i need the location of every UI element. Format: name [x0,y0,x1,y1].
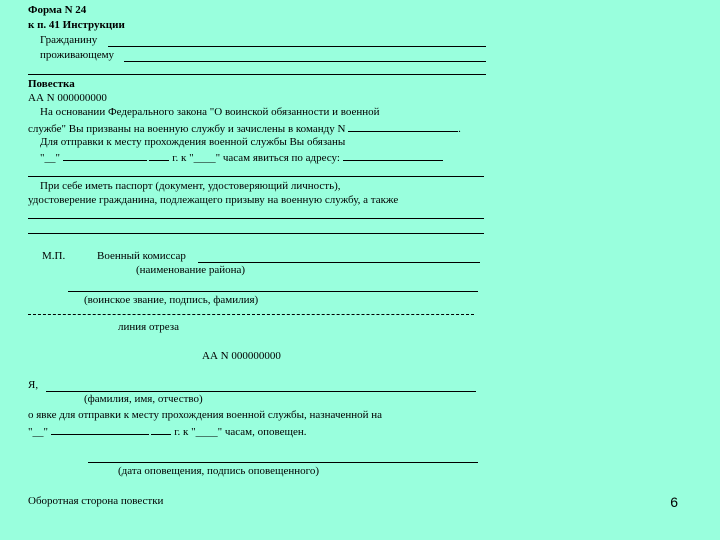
citizen-label: Гражданину [40,34,98,46]
residing-label: проживающему [40,49,115,61]
receipt-month-line [51,424,149,435]
receipt-text-line-2 [28,424,307,439]
commissar-label: Военный комиссар [97,250,186,262]
cut-line [28,314,474,315]
receipt-signature-line [88,462,478,463]
notice-text-line-4 [40,150,443,165]
team-sentence: службе" Вы призваны на военную службу и зачислены в команду N [28,123,346,135]
address-continuation-line [28,176,484,177]
receipt-text-line-1: о явке для отправки к месту прохождения военной службы, назначенной на [28,409,383,421]
notice-text-line-3: Для отправки к месту прохождения военной службы Вы обязаны [40,136,346,148]
items-line-2 [28,233,484,234]
form-title: Форма N 24 [28,4,87,16]
notice-text-line-1: На основании Федерального закона "О воинской обязанности и военной [40,106,380,118]
address-blank-line [343,150,443,161]
notice-text-line-5: При себе иметь паспорт (документ, удостоверяющий личность), [40,180,341,192]
month-line [63,150,147,161]
address-line-2 [28,74,486,75]
year-line [149,150,169,161]
day-blank: "__" [40,152,60,164]
rank-line [68,291,478,292]
items-line-1 [28,218,484,219]
receipt-i-label: Я, [28,379,39,391]
receipt-name-caption: (фамилия, имя, отчество) [84,393,203,405]
notice-text-line-2 [28,121,461,136]
back-side-label: Оборотная сторона повестки [28,495,164,507]
team-period: . [458,123,461,135]
notice-number: АА N 000000000 [28,92,107,104]
cut-line-label: линия отреза [118,321,179,333]
receipt-year-line [151,424,171,435]
instruction-ref: к п. 41 Инструкции [28,19,125,31]
stamp-label: М.П. [42,250,66,262]
receipt-day-blank: "__" [28,426,48,438]
receipt-number: АА N 000000000 [202,350,281,362]
receipt-notified-text: г. к "____" часам, оповещен. [174,426,307,438]
team-number-line [348,121,458,132]
receipt-date-caption: (дата оповещения, подпись оповещенного) [118,465,320,477]
commissar-line [198,262,480,263]
rank-caption: (воинское звание, подпись, фамилия) [84,294,259,306]
citizen-name-line [108,46,486,47]
notice-heading: Повестка [28,78,75,90]
page-number: 6 [670,494,678,510]
receipt-name-line [46,391,476,392]
residing-address-line [124,61,486,62]
notice-text-line-6: удостоверение гражданина, подлежащего призыву на военную службу, а также [28,194,399,206]
appear-text: г. к "____" часам явиться по адресу: [172,152,340,164]
district-caption: (наименование района) [136,264,246,276]
